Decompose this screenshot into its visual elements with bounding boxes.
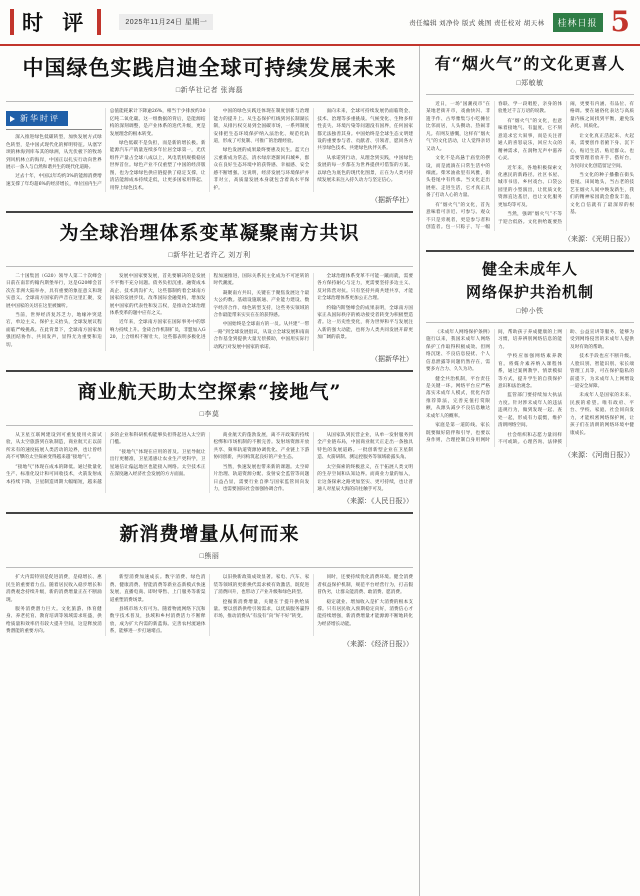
section-title: 时 评: [22, 10, 90, 35]
paragraph: 健全共治机制，平台责任是关键一环。网络平台应严格落实未成年人模式，优化内容推荐算法，完善充值打赏限额，从源头减少不良信息触达未成年人的概率。: [426, 376, 490, 419]
page-number: 5: [610, 5, 630, 38]
paragraph: 让文化真正活起来、火起来，需要创作者俯下身、沉下心，贴近生活、贴近群众。也需要管理者放开手、搭好台，为民间文化创造留足空间。: [570, 133, 634, 169]
paragraph: 监管部门要持续加大执法力度。针对涉未成年人的违法违规行为，做到发现一起、查处一起，形成有力震慑，维护清朗网络空间。: [498, 393, 562, 429]
paragraph: 新型消费加速成长。数字消费、绿色消费、健康消费、智能消费等新业态新模式快速发展，直播电商、即时零售、上门服务等新渠道重塑消费场景。: [109, 575, 206, 603]
article-global-governance: [6, 222, 413, 364]
paragraph: 服务消费潜力巨大。文化旅游、体育健身、养老托育、教育培训等领域需求旺盛，供给质量和效率仍有较大提升空间，这是释放消费潜能的重要方向。: [6, 606, 102, 635]
column-tag: 新华时评: [6, 111, 68, 126]
article-byline: □熊丽: [199, 553, 220, 561]
article-green-practice: [6, 55, 413, 205]
paragraph: 《未成年人网络保护条例》施行以来，我国未成年人网络保护工作取得积极成效。但网络沉迷、不良信息侵扰、个人信息泄露等问题仍然存在，需要多方合力、久久为功。: [426, 329, 490, 373]
article-byline: □新华社记者许乙 刘万利: [168, 251, 251, 259]
paragraph: 同时，还要持续优化消费环境。健全消费者权益保护机制，规范平台经营行为，打击假冒伪劣，让群众能消费、敢消费、愿消费。: [317, 575, 413, 596]
paragraph: 有“烟火气”的文化，首先意味着可亲近、可参与。观众不只是旁观者，更是参与者和创造者。包一只粽子、写一幅春联、学一段唱腔，亲身的体验胜过千言万语的说教。: [426, 102, 562, 230]
article-byline: □李莫: [199, 410, 220, 418]
article-body: [6, 574, 413, 636]
publication-date: 2025年11月24日 星期一: [119, 14, 213, 30]
paragraph: 未成年人是国家的未来、民族的希望。唯有政府、平台、学校、家庭、社会同向发力，才能织密网络保护网，让孩子们在清朗的网络环境中健康成长。: [570, 393, 634, 436]
paragraph: 近日，一场“国潮夜市”在某地老街开市，戏曲快闪、非遗手作、古琴雅集与小吃摊位比邻而居，人头攒动、热闹非凡。有网友感慨，这样有“烟火气”的文化活动，让人觉得亲切又动人。: [426, 102, 490, 152]
newspaper-logo: 桂林日报: [553, 13, 603, 32]
paragraph: 学校应加强网络素养教育。将媒介素养纳入课程体系，通过案例教学、情景模拟等方式，提升学生的自我保护意识和法治观念。: [498, 354, 562, 389]
left-column: [0, 46, 420, 896]
masthead-left: [10, 7, 213, 37]
masthead-accent-bar-2: [97, 9, 101, 35]
paragraph: 太空探索的终极意义，在于拓展人类文明的生存空间和认知边界。而商业力量的加入，让这条探索之路更加坚实、更可持续，也让普通人对星辰大海的向往触手可及。: [317, 464, 413, 492]
article-byline: □钟小铁: [516, 307, 544, 315]
paragraph: 当文化的种子播撒在街头巷尾、田间地头，当古老的技艺在烟火人间中焕发新生，我们的精神家园就会愈发丰盈，文化自信就有了最深厚的根基。: [570, 172, 634, 216]
paragraph: 绿色低碳不是负担，而是新的增长极。新能源汽车产销量连续多年位居全球第一，光伏组件产量占全球八成以上，风电装机规模稳居世界首位。绿色产业不仅重塑了中国的经济版图，也为全球绿色供应链提供了稳定支撑，让清洁能源成本持续走低，让更多国家用得起、用得上绿色技术。: [109, 141, 206, 191]
paragraph: 稳定就业、增加收入是扩大消费的根本支撑。只有居民收入预期稳定向好，消费信心才能持续增强，新消费增量才能源源不断地转化为经济增长动能。: [317, 599, 413, 627]
paragraph: “接地气”体现在应用的普及。卫星导航让出行更精准，卫星遥感让农业生产更科学，卫星通信让偏远地区也能接入网络。太空技术正在深度融入经济社会发展的方方面面。: [109, 449, 206, 478]
article-body: [426, 329, 634, 447]
article-byline: □新华社记者 张海磊: [175, 87, 244, 95]
article-body: [426, 101, 634, 231]
paragraph: 有“烟火气”的文化，也意味着接地气、有温度。它不刻意追求宏大叙事，而是关注普通人的喜怒哀乐，回应大众的精神需求，在润物无声中滋养心灵。: [498, 118, 562, 162]
paragraph: 扩大内需特别是促进消费，是稳增长、惠民生的重要着力点。随着居民收入稳步增长和消费观念持续升级，新的消费增量正在不断涌现。: [6, 575, 102, 603]
paragraph: 发展中国家要发展，首先要解决的是发展不平衡不充分问题。债务负担沉重、融资成本高企、技术鸿沟扩大，这些都制约着全球南方国家的发展步伐。改革国际金融架构，增加发展中国家的代表性和发言权，是推动全球治理体系变革的题中应有之义。: [109, 273, 206, 316]
paragraph: 商业航天的蓬勃发展，离不开政策的持续松绑和市场机制的不断完善。发射场资源开放共享、频率轨道资源协调优化、产业链上下游协同创新，共同构筑起良好的产业生态。: [213, 432, 310, 461]
paragraph: “接地气”体现在成本的降低。通过批量化生产、标准化设计和可回收技术，火箭发射成本持续下降，卫星制造周期大幅缩短，越来越多的企业和科研机构能够负担得起进入太空的门槛。: [6, 432, 206, 485]
paragraph: 约翰内斯堡峰会的成果表明，全球南方国家正从国际秩序的被动接受者转变为积极塑造者。这一历史性变化，将为世界和平与发展注入新的强大动能，也将为人类共同发展开辟更加广阔的前景。: [317, 305, 413, 341]
article-new-consumption: [6, 523, 413, 648]
article-source: （来源：《河南日报》）: [564, 451, 634, 459]
article-headline: 商业航天助太空探索“接地气”: [77, 381, 342, 404]
article-source: （来源：《人民日报》）: [343, 498, 413, 506]
paragraph: 家庭是第一道防线。家长既要做好陪伴和引导，也要以身作则，合理控制自身用网时间，帮助孩子养成健康的上网习惯，培养辨别网络信息的能力。: [426, 329, 562, 444]
right-column: [420, 46, 640, 896]
article-body: [6, 273, 413, 351]
article-headline: 为全球治理体系变革凝聚南方共识: [59, 222, 360, 245]
paragraph: 文化不是高悬于庙堂的摆设，而是流淌在日常生活中的细流。柴米油盐里有风雅，街头巷尾中有传承。当文化走出展柜、走进生活，它才真正具备了打动人心的力量。: [426, 156, 490, 199]
article-body: [6, 432, 413, 494]
paragraph: 近年来，全球南方国家在国际事务中的影响力持续上升。金砖合作机制扩员，非盟加入G20，上合组织不断壮大，这些都表明多极化进程加速推进，国际关系民主化成为不可逆转的时代潮流。: [109, 273, 310, 341]
article-minor-online-protection: [426, 260, 634, 459]
article-headline-line1: 健全未成年人: [481, 260, 578, 279]
paragraph: 从承诺到行动，从理念到实践，中国绿色发展的每一步都在为世界提供可借鉴的方案。以绿色为底色的现代化图景，正在为人类可持续发展未来注入持久动力与坚定信心。: [317, 155, 413, 184]
paragraph: 社会组织和志愿力量同样不可或缺。心理咨询、法律援助、公益宣讲等服务，能够为受到网络侵害的未成年人提供及时有效的帮助。: [498, 329, 634, 446]
paragraph: 当前，世界经济复苏乏力，地缘冲突延宕，单边主义、保护主义抬头，全球发展议程面临严峻挑战。在此背景下，全球南方国家加强团结协作、共同发声，显得尤为重要和迫切。: [6, 313, 102, 348]
editorial-credits: 责任编辑 刘净伶 版式 姚图 责任校对 胡天林: [409, 19, 545, 27]
article-headline-line2: 网络保护共治机制: [465, 283, 594, 302]
paragraph: 绿色发展的成果最终要惠及民生。蓝天白云重新成为常态，清水绿岸逐渐回归城乡，群众在良好生态环境中的获得感、幸福感、安全感不断增强。这说明，经济发展与环境保护并非对立，高质量发展本身就包含着高水平保护。: [213, 148, 310, 191]
article-source: （据新华社）: [371, 197, 413, 205]
article-headline: 中国绿色实践启迪全球可持续发展未来: [22, 55, 397, 80]
paragraph: 从卫星互联网建设到可重复使用火箭试验，从太空旅游到在轨制造，商业航天正以前所未有的速度拓展人类活动的边界，也让曾经高不可攀的太空探索变得越来越“接地气”。: [6, 432, 102, 461]
paragraph: 当然，快速发展也带来新的课题。太空碎片治理、轨道资源分配、发射安全监管等问题日益凸显，需要行业自律与国家监管同向发力，也需要国际社会加强协调合作。: [213, 464, 310, 492]
article-culture-fireworks: [426, 54, 634, 244]
paragraph: 县域市场大有可为。随着物流网络下沉和数字技术普及，县域和乡村消费活力不断释放，成为扩大内需的新蓝海。完善农村流通体系，能够进一步打通堵点。: [109, 606, 206, 635]
article-source: （据新华社）: [371, 356, 413, 364]
paragraph: 从国家队到民营企业，从单一发射服务到全产业链布局，中国商业航天正走出一条独具特色的发展道路。一批创新型企业在卫星制造、火箭研制、测运控服务等领域崭露头角。: [317, 432, 413, 461]
article-headline: 新消费增量从何而来: [119, 523, 300, 546]
article-byline: □郑敏敏: [516, 80, 544, 87]
masthead: [0, 0, 640, 46]
paragraph: 全球治理体系变革不可能一蹴而就，需要各方保持耐心与定力，更需要坚持多边主义、反对阵营对抗。只有坚持共商共建共享，才能让全球治理体系更加公正合理。: [317, 273, 413, 302]
paragraph: 凝聚南方共识，关键在于聚焦发展这个最大公约数。基础设施联通、产业能力建设、数字经济合作、绿色转型支持，这些务实领域的合作最能带来实实在在的获得感。: [213, 290, 310, 318]
paragraph: 面向未来，全球可持续发展仍面临资金、技术、治理等多重挑战。气候变化、生物多样性丧失、环境污染等问题没有国界，任何国家都无法独善其身。中国始终是全球生态文明建设的重要参与者、贡献者、引领者，愿同各方共享绿色技术、共建绿色伙伴关系。: [317, 109, 413, 152]
paragraph: 当然，强调“烟火气”不等于迎合低俗。文化供给既要热闹，更要有内涵、有品位、有格调。要在通俗化表达与高质量内核之间找到平衡，避免浅表化、同质化。: [498, 102, 634, 225]
paragraph: 深入推进绿色低碳转型，加快发展方式绿色转型，是中国式现代化的鲜明特征。从塞罕坝的林海到库布其的绿洲，从光伏板下的牧场到风机林立的海岸，中国正以扎实行动向世界展示一条人与自然和谐共生的现代化道路。: [6, 135, 102, 170]
column-tag-wrap: [6, 108, 102, 130]
article-headline: 有“烟火气”的文化更喜人: [434, 54, 626, 73]
paragraph: 过去十年，中国以年均约3%的能源消费增速支撑了年均超6%的经济增长，单位国内生产总值能耗累计下降逾26%，相当于少排放约30亿吨二氧化碳。这一组数据的背后，是能源结构的深刻调整，是产业体系的迭代升级，更是发展理念的根本转变。: [6, 109, 206, 187]
masthead-accent-bar: [10, 9, 14, 35]
paragraph: 中国的绿色实践还体现在制度创新与治理能力的提升上。从生态保护红线到河长制湖长制，从排污权交易到全国碳市场，一系列制度安排把生态环境保护纳入法治化、规范化轨道，形成了可复制、可推广的治理经验。: [213, 109, 310, 144]
article-commercial-space: [6, 381, 413, 506]
paragraph: 中国始终是全球南方的一员。从共建“一带一路”到全球发展倡议，从设立全球发展和南南合作基金到提供大量无偿援助，中国用实际行动践行对发展中国家的承诺。: [213, 322, 310, 350]
page-content: [0, 46, 640, 896]
paragraph: 以旧换新政策成效显著。家电、汽车、家装等领域的更新换代需求被有效激活，既促进了消费回升，也带动了产业升级和绿色转型。: [213, 575, 310, 596]
article-source: （来源：《经济日报》）: [343, 640, 413, 648]
paragraph: 技术手段也应不断升级。人脸识别、智能识别、家长端管理工具等，可在保护隐私的前提下，为未成年人上网增设一道安全屏障。: [570, 354, 634, 389]
paragraph: 挖掘新消费增量，关键在于提升供给质量。要以创新供给引领需求，以优质服务赢得市场，推动消费从“有没有”向“好不好”转变。: [213, 599, 310, 620]
article-source: （来源：《光明日报》）: [564, 236, 634, 244]
paragraph: 近年来，各地积极探索文化惠民的新路径。社区书屋、城市书房、乡村戏台、口袋公园里的小型演出，让优质文化资源直达基层，也让文化服务更加均等可及。: [498, 165, 562, 208]
masthead-right: [409, 5, 630, 38]
paragraph: 二十国集团（G20）领导人第二十次峰会日前在南非约翰内斯堡举行，这是G20峰会首次在非洲大陆举办，具有重要的象征意义和现实意义。全球南方国家的声音在这里汇聚，发展中国家的关切在这里被倾听。: [6, 273, 102, 309]
